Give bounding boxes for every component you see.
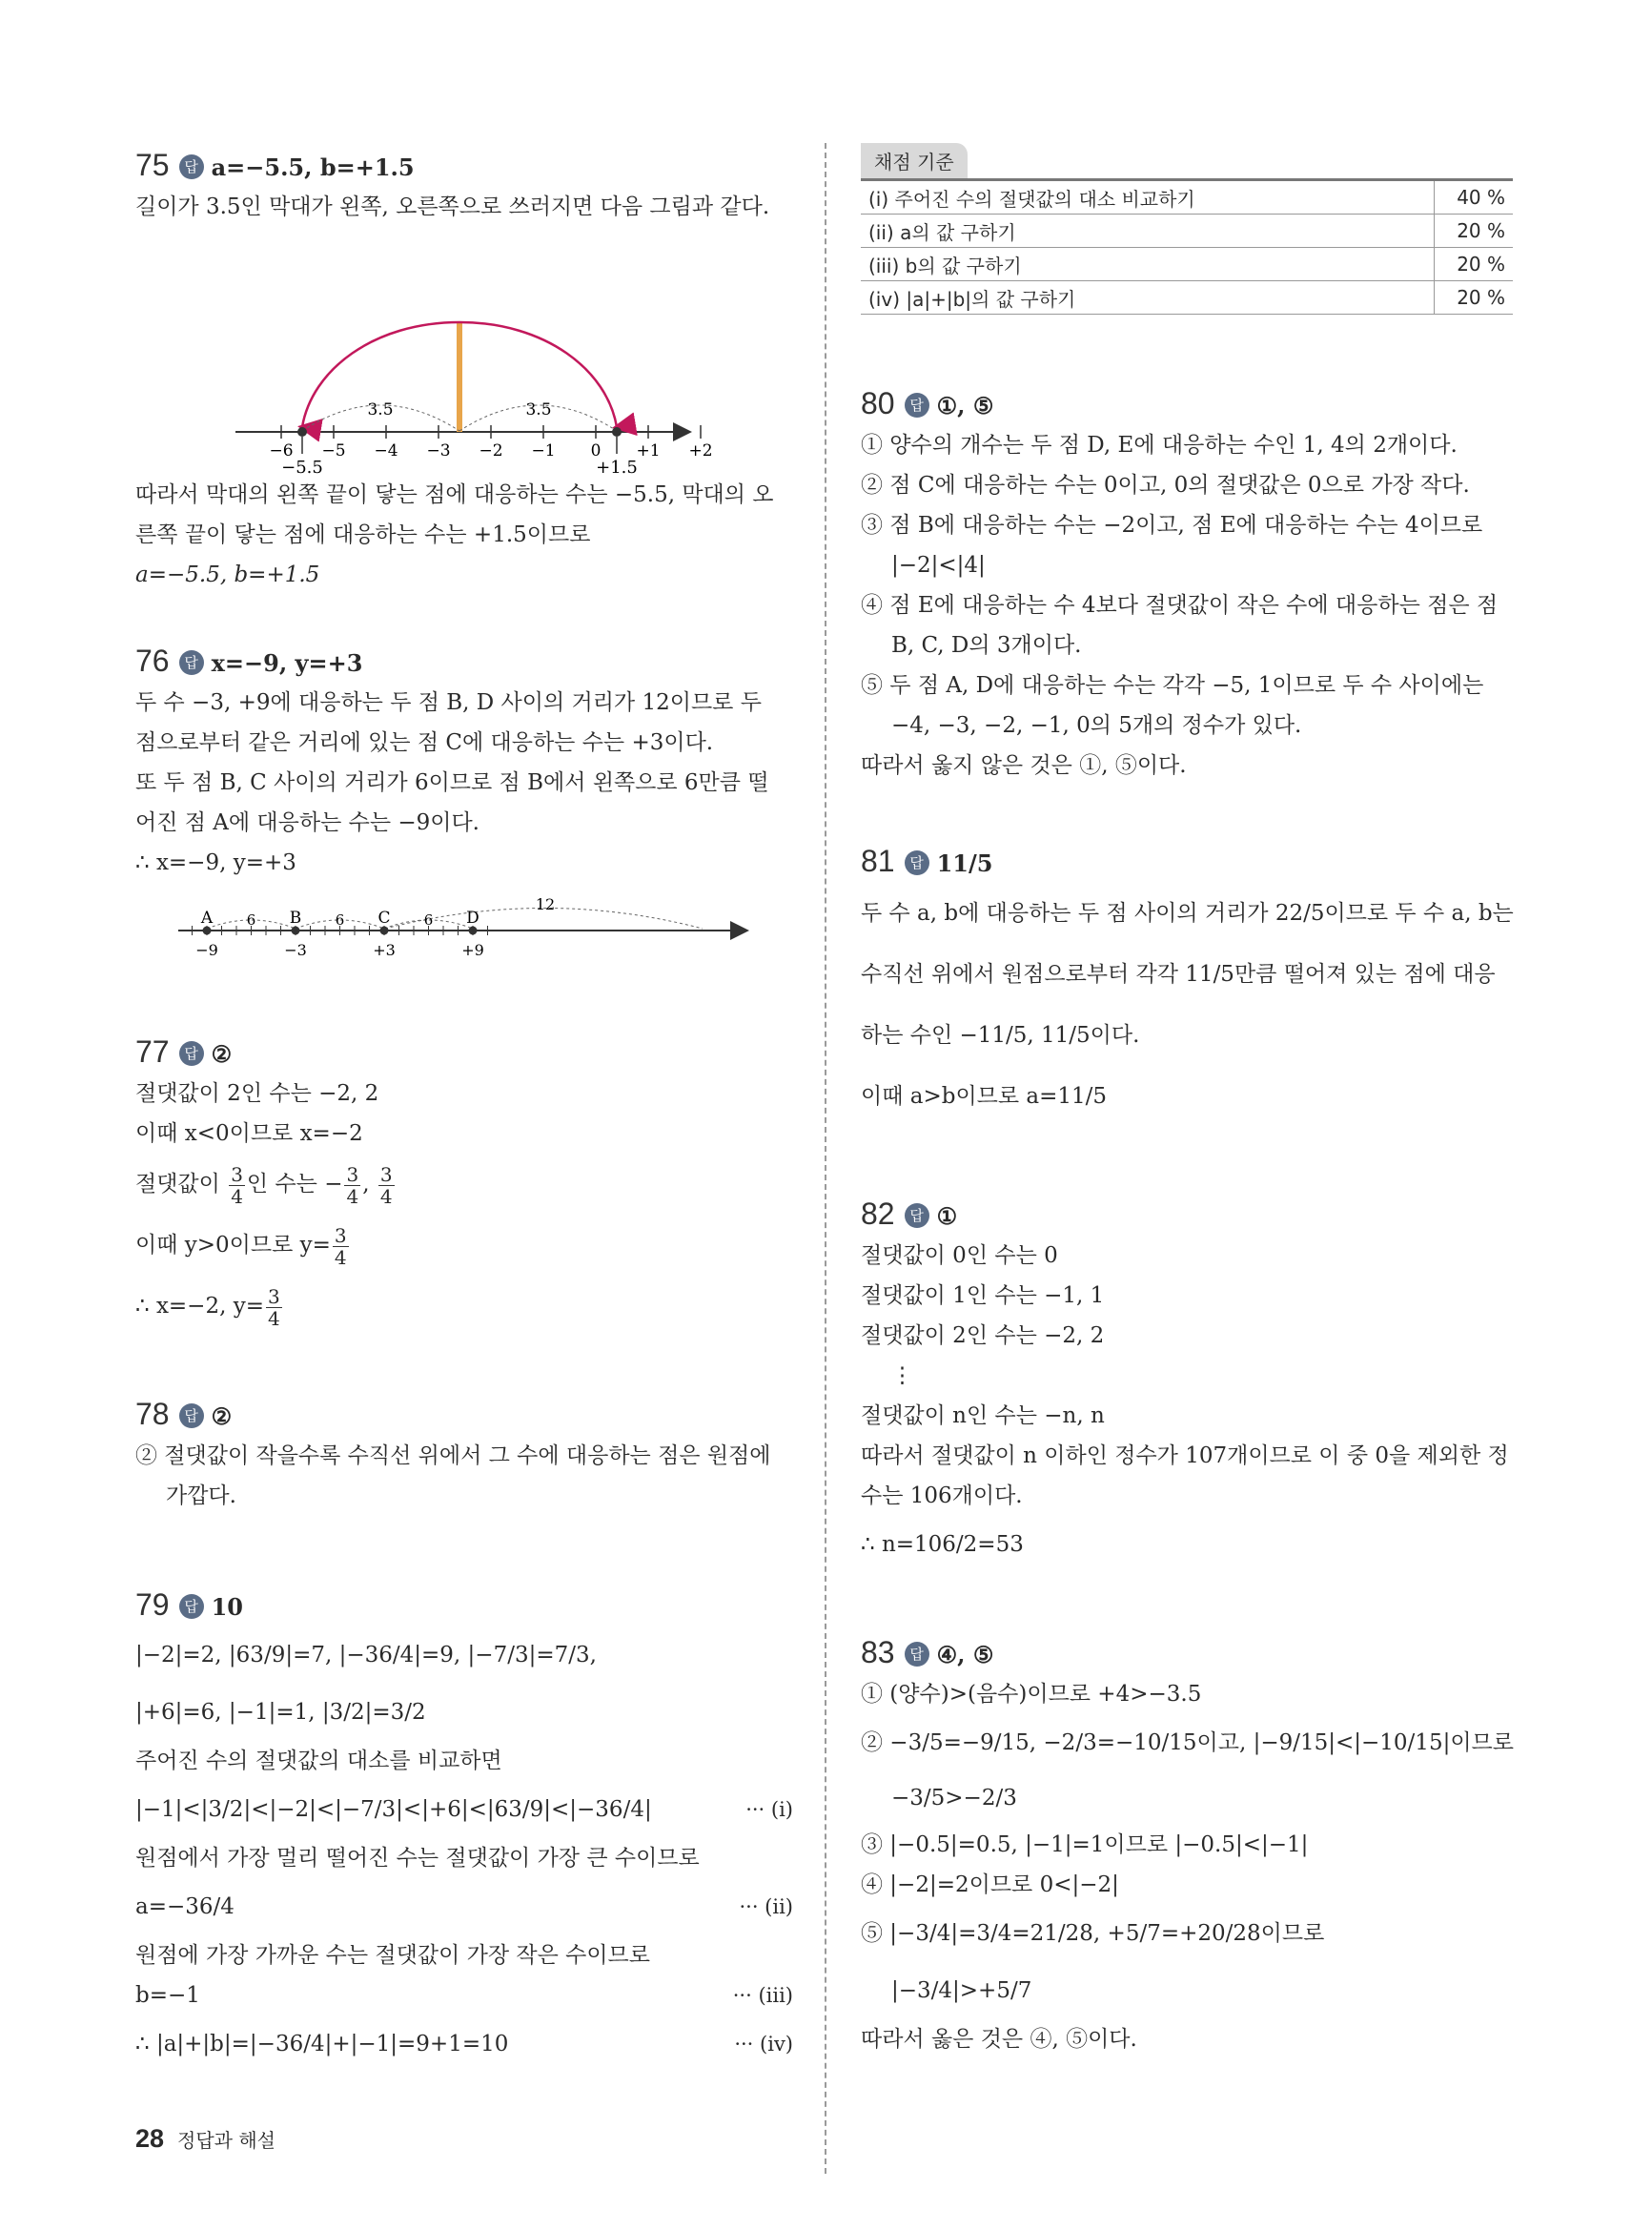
point-value: +9 [461, 941, 484, 959]
text-line: 하는 수인 −11/5, 11/5이다. [861, 1023, 1140, 1048]
gap-label: 6 [246, 911, 256, 929]
text-line: |−2|=2, |63/9|=7, |−36/4|=9, |−7/3|=7/3, [135, 1643, 597, 1667]
grading-table [861, 181, 1513, 315]
answer-badge: 답 [905, 1642, 929, 1667]
text: , [362, 1172, 370, 1197]
text: |−1|<|3/2|<|−2|<|−7/3|<|+6|<|63/9|<|−36/4| [135, 1797, 652, 1822]
point-value: +3 [373, 941, 396, 959]
text-line: ⋮ [891, 1363, 913, 1388]
text: b=−1 [135, 1983, 200, 2008]
problem-81 [861, 839, 1519, 1127]
tick-label: +1 [636, 441, 661, 460]
answer-badge: 답 [179, 154, 204, 179]
text-line: 길이가 3.5인 막대가 왼쪽, 오른쪽으로 쓰러지면 다음 그림과 같다. [135, 194, 770, 219]
tick-label: −4 [374, 441, 398, 460]
grading-criteria [861, 143, 1519, 315]
problem-number: 78 [135, 1397, 170, 1431]
text-line: 두 수 a, b에 대응하는 두 점 사이의 거리가 22/5이므로 두 수 a, b는 [861, 901, 1514, 926]
fraction: $\frac{3}{4}$ [346, 1162, 359, 1208]
text-line: ⑤ |−3/4|=3/4=21/28, +5/7=+20/28이므로 [861, 1921, 1325, 1946]
text: a=−36/4 [135, 1894, 235, 1919]
page-number: 28 [135, 2124, 165, 2153]
text-line: 수직선 위에서 원점으로부터 각각 11/5만큼 떨어져 있는 점에 대응 [861, 962, 1496, 987]
text: 절댓값이 [135, 1172, 220, 1197]
text-line: ③ 점 B에 대응하는 수는 −2이고, 점 E에 대응하는 수는 4이므로 [861, 513, 1483, 538]
text-line: ① 양수의 개수는 두 점 D, E에 대응하는 수인 1, 4의 2개이다. [861, 433, 1458, 458]
text: ∴ x=−2, y= [135, 1294, 264, 1319]
footer-label: 정답과 해설 [177, 2129, 276, 2152]
points-number-line-figure [135, 883, 793, 969]
text-line: 이때 x<0이므로 x=−2 [135, 1121, 363, 1146]
span-label: 12 [535, 895, 556, 913]
text: ∴ |a|+|b|=|−36/4|+|−1|=9+1=10 [135, 2032, 509, 2056]
problem-number: 82 [861, 1197, 895, 1231]
text-line: 절댓값이 0인 수는 0 [861, 1243, 1058, 1268]
tick-label: −1 [531, 441, 556, 460]
text-line: 주어진 수의 절댓값의 대소를 비교하면 [135, 1749, 502, 1773]
text-line: 절댓값이 2인 수는 −2, 2 [861, 1323, 1105, 1348]
problem-number: 76 [135, 644, 170, 678]
text-line: ∴ x=−9, y=+3 [135, 850, 296, 875]
tick-label: +2 [688, 441, 713, 460]
column-divider [825, 143, 826, 2174]
text-line: 따라서 옳지 않은 것은 ①, ⑤이다. [861, 753, 1187, 778]
text: 인 수는 − [246, 1172, 343, 1197]
tick-label: −2 [479, 441, 503, 460]
point-right [612, 427, 622, 437]
text-line: 점으로부터 같은 거리에 있는 점 C에 대응하는 수는 +3이다. [135, 730, 714, 755]
rod-number-line-figure [135, 227, 793, 475]
tick-label: −5 [321, 441, 346, 460]
problem-83 [861, 1630, 1519, 2059]
text-line: −3/5>−2/3 [891, 1786, 1017, 1811]
text-line: 절댓값이 n인 수는 −n, n [861, 1403, 1105, 1428]
text-line: 따라서 옳은 것은 ④, ⑤이다. [861, 2027, 1137, 2052]
text-line: B, C, D의 3개이다. [891, 633, 1082, 658]
text-line: 수는 106개이다. [861, 1483, 1023, 1508]
text-line [135, 1878, 793, 1935]
tick-label: −6 [269, 441, 294, 460]
problem-82 [861, 1192, 1519, 1573]
answer: a=−5.5, b=+1.5 [211, 153, 415, 181]
page-footer [135, 2124, 275, 2154]
tick-label: 0 [590, 441, 602, 460]
point-label: C [377, 909, 391, 928]
step-mark: ··· (iv) [734, 2033, 793, 2056]
text-line: ⑤ 두 점 A, D에 대응하는 수는 각각 −5, 1이므로 두 수 사이에는 [861, 673, 1484, 698]
text-line: 원점에서 가장 멀리 떨어진 수는 절댓값이 가장 큰 수이므로 [135, 1846, 700, 1871]
fraction: $\frac{3}{4}$ [334, 1223, 347, 1269]
text-line: 따라서 막대의 왼쪽 끝이 닿는 점에 대응하는 수는 −5.5, 막대의 오 [135, 482, 774, 507]
problem-number: 83 [861, 1635, 895, 1669]
step-mark: ··· (ii) [739, 1895, 793, 1918]
text-line: ③ |−0.5|=0.5, |−1|=1이므로 |−0.5|<|−1| [861, 1832, 1309, 1857]
text-line: ② −3/5=−9/15, −2/3=−10/15이고, |−9/15|<|−10/15|이므로 [861, 1730, 1514, 1755]
fraction: $\frac{3}{4}$ [379, 1162, 393, 1208]
text-line: ④ 점 E에 대응하는 수 4보다 절댓값이 작은 수에 대응하는 점은 점 [861, 593, 1499, 618]
point-left [297, 427, 307, 437]
fraction: $\frac{3}{4}$ [231, 1162, 243, 1208]
point-value: −3 [284, 941, 307, 959]
point-label: D [466, 909, 479, 928]
gap-label: 6 [335, 911, 345, 929]
rod [457, 322, 462, 432]
point-label: A [200, 909, 214, 928]
fraction: $\frac{3}{4}$ [267, 1284, 280, 1330]
problem-76 [135, 639, 793, 969]
text-line: |+6|=6, |−1|=1, |3/2|=3/2 [135, 1700, 426, 1725]
text-line [135, 1276, 793, 1337]
text-line [135, 1975, 793, 2015]
text-line: 이때 a>b이므로 a=11/5 [861, 1084, 1108, 1109]
point-label: B [289, 909, 302, 928]
answer-badge: 답 [905, 1203, 929, 1228]
text-line: ② 점 C에 대응하는 수는 0이고, 0의 절댓값은 0으로 가장 작다. [861, 473, 1470, 498]
text-line: −4, −3, −2, −1, 0의 5개의 정수가 있다. [891, 713, 1302, 738]
table-row: (ii) a의 값 구하기 20 % [861, 215, 1513, 248]
step-mark: ··· (iii) [732, 1984, 793, 2007]
problem-number: 81 [861, 844, 895, 878]
text-line: 른쪽 끝이 닿는 점에 대응하는 수는 +1.5이므로 [135, 522, 591, 547]
answer-badge: 답 [179, 1403, 204, 1428]
text-line: 절댓값이 2인 수는 −2, 2 [135, 1081, 379, 1106]
problem-number: 77 [135, 1034, 170, 1069]
answer-badge: 답 [179, 650, 204, 675]
arc-label-left: 3.5 [367, 400, 394, 419]
problem-79 [135, 1583, 793, 2073]
text-line: 어진 점 A에 대응하는 수는 −9이다. [135, 810, 479, 835]
text-line: ④ |−2|=2이므로 0<|−2| [861, 1872, 1119, 1897]
problem-77 [135, 1030, 793, 1337]
text-line: 가깝다. [166, 1483, 236, 1508]
text-line: 절댓값이 1인 수는 −1, 1 [861, 1283, 1105, 1308]
problem-number: 80 [861, 386, 895, 420]
answer: ② [211, 1040, 233, 1068]
text-line: ② 절댓값이 작을수록 수직선 위에서 그 수에 대응하는 점은 원점에 [135, 1443, 771, 1468]
point-value: −9 [195, 941, 218, 959]
text-line: 원점에 가장 가까운 수는 절댓값이 가장 작은 수이므로 [135, 1943, 650, 1968]
answer: 10 [211, 1593, 243, 1621]
answer: ④, ⑤ [936, 1641, 994, 1668]
text-line [135, 2015, 793, 2073]
text: 이때 y>0이므로 y= [135, 1233, 331, 1258]
answer: ① [936, 1202, 958, 1230]
answer: ①, ⑤ [936, 392, 994, 419]
answer-badge: 답 [179, 1041, 204, 1066]
text-line [135, 1781, 793, 1838]
table-row: (i) 주어진 수의 절댓값의 대소 비교하기 40 % [861, 181, 1513, 215]
text-line: 또 두 점 B, C 사이의 거리가 6이므로 점 B에서 왼쪽으로 6만큼 떨 [135, 770, 769, 795]
text-line: |−2|<|4| [891, 553, 986, 578]
answer-badge: 답 [905, 850, 929, 875]
text-line: ∴ n=106/2=53 [861, 1532, 1024, 1557]
below-label-right: +1.5 [596, 458, 638, 475]
tick-label: −3 [426, 441, 451, 460]
gap-label: 6 [423, 911, 434, 929]
text-line [135, 1215, 793, 1276]
table-row: (iv) |a|+|b|의 값 구하기 20 % [861, 281, 1513, 315]
answer: x=−9, y=+3 [211, 649, 363, 677]
step-mark: ··· (i) [745, 1798, 793, 1821]
problem-number: 75 [135, 148, 170, 182]
answer-badge: 답 [179, 1594, 204, 1619]
text-line: 두 수 −3, +9에 대응하는 두 점 B, D 사이의 거리가 12이므로 두 [135, 690, 762, 715]
text-line: a=−5.5, b=+1.5 [135, 563, 320, 587]
grading-title: 채점 기준 [861, 143, 968, 178]
problem-78 [135, 1392, 793, 1516]
answer-badge: 답 [905, 393, 929, 418]
answer: ② [211, 1402, 233, 1430]
text-line: ① (양수)>(음수)이므로 +4>−3.5 [861, 1682, 1202, 1707]
text-line: 따라서 절댓값이 n 이하인 정수가 107개이므로 이 중 0을 제외한 정 [861, 1443, 1509, 1468]
problem-75 [135, 143, 793, 595]
table-row: (iii) b의 값 구하기 20 % [861, 248, 1513, 281]
arc-label-right: 3.5 [525, 400, 552, 419]
text-line: |−3/4|>+5/7 [891, 1978, 1032, 2003]
problem-80 [861, 381, 1519, 786]
below-label-left: −5.5 [281, 458, 323, 475]
text-line [135, 1154, 793, 1215]
answer: 11/5 [936, 849, 993, 877]
problem-number: 79 [135, 1587, 170, 1622]
